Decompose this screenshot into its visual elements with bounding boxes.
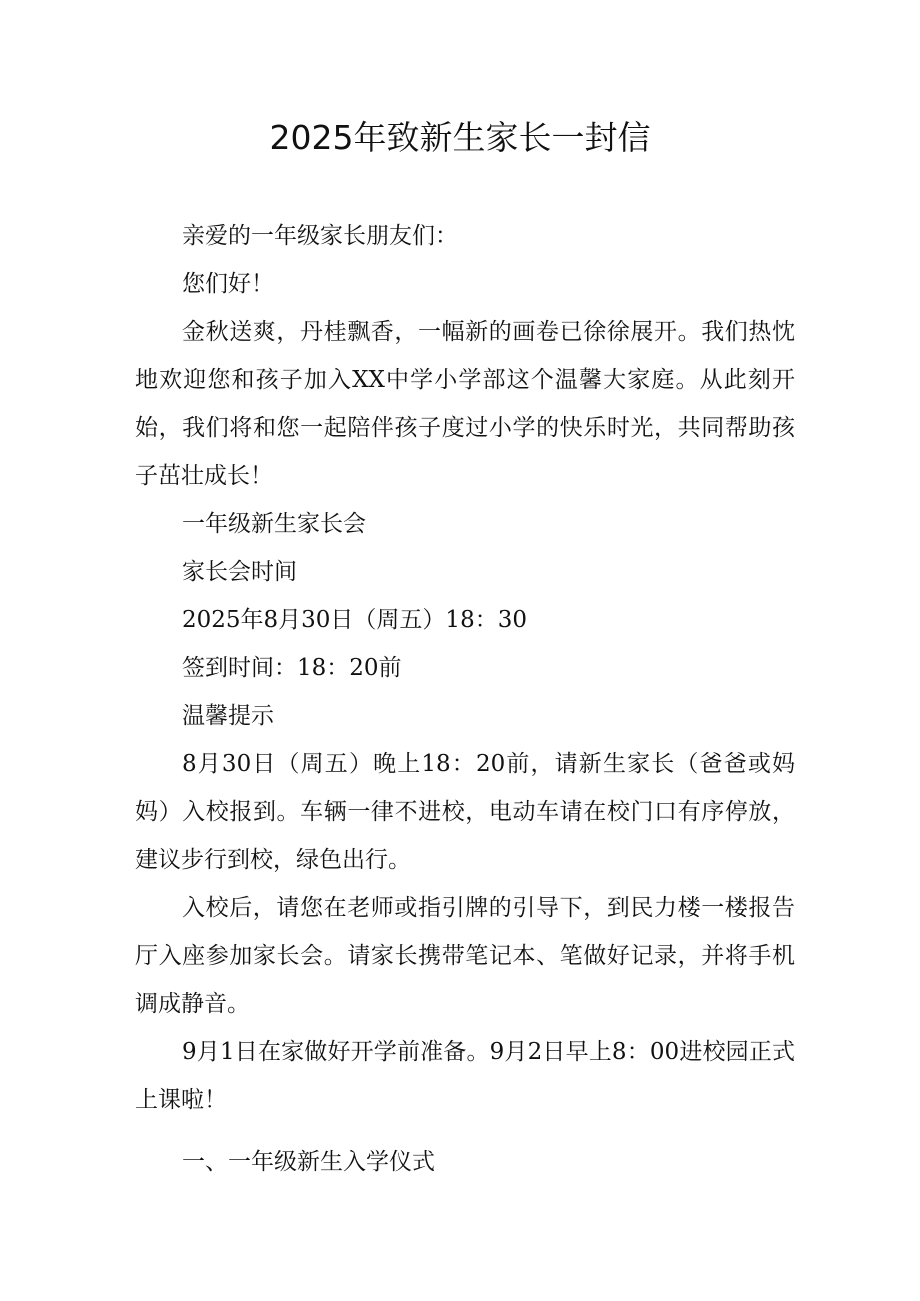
- welcome-paragraph: 金秋送爽，丹桂飘香，一幅新的画卷已徐徐展开。我们热忱地欢迎您和孩子加入XX中学小学部这个温馨大家庭。从此刻开始，我们将和您一起陪伴孩子度过小学的快乐时光，共同帮助孩子茁壮成长！: [135, 319, 795, 489]
- section-heading-ceremony: 一、一年级新生入学仪式: [182, 1149, 435, 1175]
- arrival-paragraph: 8月30日（周五）晚上18：20前，请新生家长（爸爸或妈妈）入校报到。车辆一律不进校，电动车请在校门口有序停放，建议步行到校，绿色出行。: [135, 751, 795, 873]
- signin-time: 签到时间：18：20前: [182, 655, 402, 681]
- school-start-paragraph: 9月1日在家做好开学前准备。9月2日早上8：00进校园正式上课啦！: [135, 1039, 795, 1113]
- meeting-time-label: 家长会时间: [182, 559, 297, 585]
- greeting: 您们好！: [182, 271, 274, 297]
- tips-heading: 温馨提示: [182, 703, 274, 729]
- meeting-datetime: 2025年8月30日（周五）18：30: [182, 607, 527, 633]
- salutation: 亲爱的一年级家长朋友们：: [182, 223, 458, 249]
- document-title: 2025年致新生家长一封信: [269, 118, 651, 157]
- seating-paragraph: 入校后，请您在老师或指引牌的引导下，到民力楼一楼报告厅入座参加家长会。请家长携带笔记本、笔做好记录，并将手机调成静音。: [135, 895, 795, 1017]
- meeting-heading: 一年级新生家长会: [182, 511, 366, 537]
- document-body: [135, 212, 795, 1186]
